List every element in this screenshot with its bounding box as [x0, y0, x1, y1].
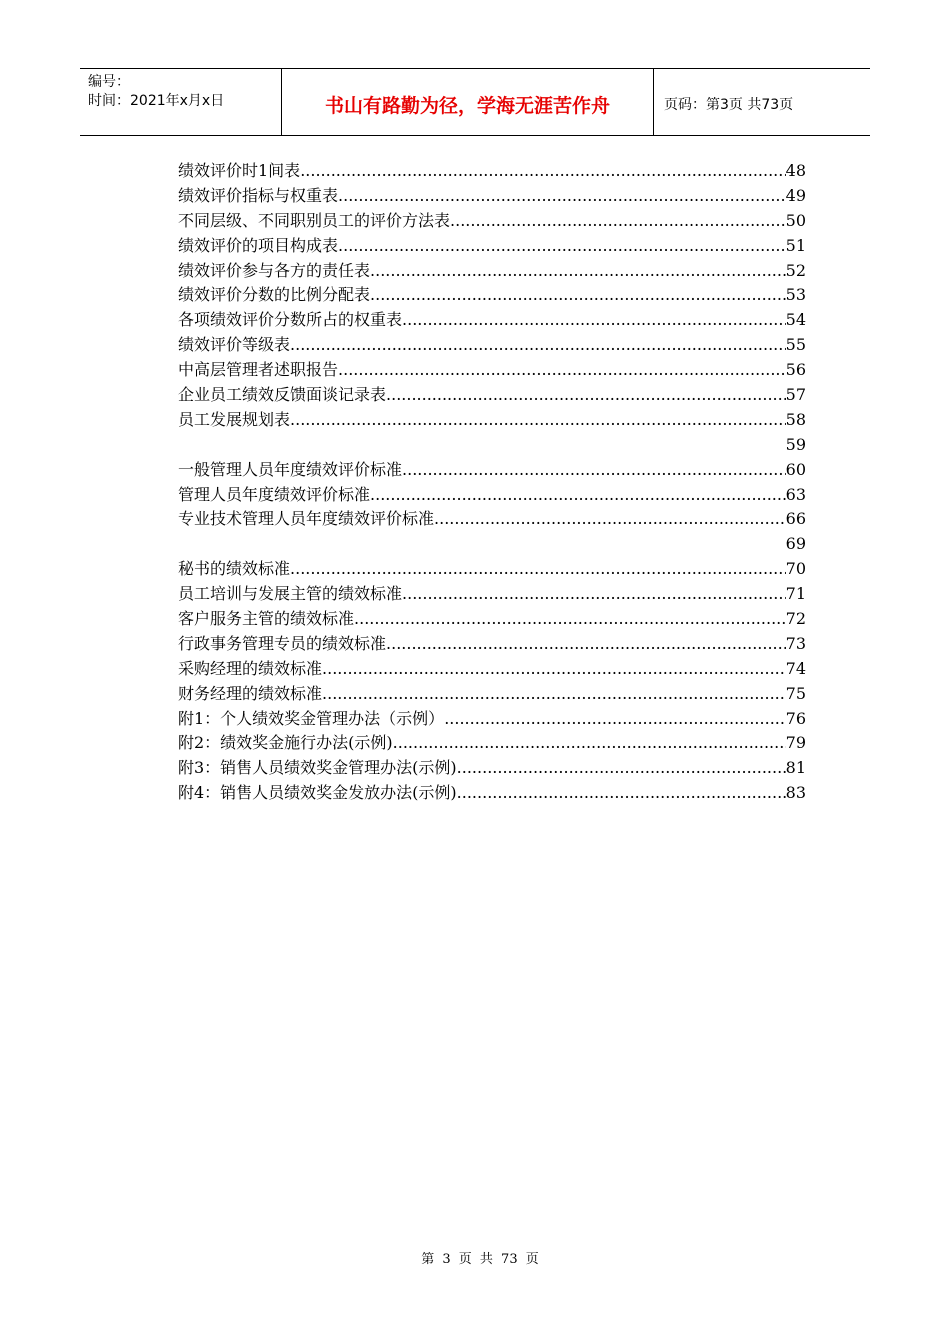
toc-entry-page: 83	[785, 783, 806, 803]
toc-entry[interactable]	[178, 582, 806, 607]
toc-entry-title: 企业员工绩效反馈面谈记录表	[178, 385, 387, 405]
toc-entry[interactable]	[178, 632, 806, 657]
toc-entry[interactable]	[178, 707, 806, 732]
toc-entry-page: 49	[785, 185, 806, 205]
toc-entry[interactable]	[178, 408, 806, 433]
toc-entry[interactable]	[178, 657, 806, 682]
toc-entry-page: 70	[785, 559, 806, 579]
toc-entry[interactable]	[178, 159, 806, 184]
toc-entry-page: 54	[785, 310, 806, 330]
toc-entry[interactable]	[178, 781, 806, 806]
toc-entry-title: 财务经理的绩效标准	[178, 683, 323, 703]
toc-leader-dots	[370, 259, 786, 284]
toc-leader-dots	[322, 657, 786, 682]
toc-leader-dots	[290, 333, 786, 358]
toc-leader-dots	[386, 383, 786, 408]
document-number-label: 编号：	[88, 74, 130, 90]
table-of-contents	[178, 159, 806, 806]
toc-leader-dots	[300, 159, 785, 184]
toc-entry[interactable]	[178, 308, 806, 333]
toc-entry-page: 50	[785, 210, 806, 230]
toc-entry-page: 52	[785, 260, 806, 280]
header-meta-cell	[80, 69, 282, 135]
toc-entry-title: 秘书的绩效标准	[178, 559, 291, 579]
toc-entry-page: 59	[785, 434, 806, 454]
toc-leader-dots	[322, 682, 786, 707]
toc-entry-page: 57	[785, 385, 806, 405]
toc-entry[interactable]	[178, 358, 806, 383]
toc-entry-page: 63	[785, 484, 806, 504]
toc-entry-title: 附4：销售人员绩效奖金发放办法(示例)	[178, 783, 457, 803]
toc-entry-title: 员工发展规划表	[178, 409, 291, 429]
toc-entry-page: 71	[785, 584, 806, 604]
header-page-info: 页码：第3页 共73页	[664, 97, 794, 113]
toc-entry[interactable]	[178, 731, 806, 756]
toc-leader-dots	[457, 756, 786, 781]
toc-entry[interactable]	[178, 532, 806, 557]
toc-entry-page: 55	[785, 335, 806, 355]
toc-entry-page: 81	[785, 758, 806, 778]
toc-leader-dots	[354, 607, 786, 632]
toc-entry-page: 73	[785, 633, 806, 653]
toc-entry-title: 绩效评价参与各方的责任表	[178, 260, 371, 280]
toc-entry-page: 56	[785, 360, 806, 380]
toc-entry[interactable]	[178, 507, 806, 532]
toc-leader-dots	[444, 707, 785, 732]
toc-leader-dots	[457, 781, 786, 806]
toc-leader-dots	[290, 557, 786, 582]
toc-entry[interactable]	[178, 184, 806, 209]
toc-entry-page: 53	[785, 285, 806, 305]
toc-entry[interactable]	[178, 433, 806, 458]
toc-entry[interactable]	[178, 209, 806, 234]
header-motto: 书山有路勤为径，学海无涯苦作舟	[324, 94, 610, 117]
toc-leader-dots	[338, 234, 786, 259]
toc-entry-title: 绩效评价指标与权重表	[178, 185, 339, 205]
toc-leader-dots	[370, 483, 786, 508]
toc-entry-title: 客户服务主管的绩效标准	[178, 609, 355, 629]
toc-leader-dots	[393, 731, 786, 756]
document-date: 时间：2021年x月x日	[88, 93, 225, 109]
toc-entry-title: 附1：个人绩效奖金管理办法（示例）	[178, 708, 445, 728]
toc-leader-dots	[402, 458, 786, 483]
toc-entry-title: 采购经理的绩效标准	[178, 658, 323, 678]
header-motto-cell	[282, 69, 654, 135]
toc-leader-dots	[338, 184, 786, 209]
toc-entry-page: 60	[785, 459, 806, 479]
toc-leader-dots	[370, 283, 786, 308]
toc-entry[interactable]	[178, 234, 806, 259]
toc-entry-page: 74	[785, 658, 806, 678]
toc-entry[interactable]	[178, 283, 806, 308]
page-header	[80, 68, 870, 136]
toc-entry-page: 51	[785, 235, 806, 255]
toc-entry[interactable]	[178, 458, 806, 483]
toc-entry-title: 绩效评价分数的比例分配表	[178, 285, 371, 305]
header-page-cell	[654, 69, 870, 135]
toc-leader-dots	[402, 582, 786, 607]
toc-entry-title: 管理人员年度绩效评价标准	[178, 484, 371, 504]
toc-entry[interactable]	[178, 259, 806, 284]
toc-leader-dots	[338, 358, 786, 383]
toc-entry-title: 附3：销售人员绩效奖金管理办法(示例)	[178, 758, 457, 778]
toc-entry-page: 72	[785, 609, 806, 629]
toc-leader-dots	[290, 408, 786, 433]
toc-entry-page: 76	[785, 708, 806, 728]
footer-page-number: 第 3 页 共 73 页	[421, 1252, 539, 1267]
toc-leader-dots	[434, 507, 786, 532]
toc-entry-title: 中高层管理者述职报告	[178, 360, 339, 380]
toc-entry[interactable]	[178, 557, 806, 582]
toc-leader-dots	[402, 308, 786, 333]
toc-entry[interactable]	[178, 756, 806, 781]
toc-entry-page: 79	[785, 733, 806, 753]
toc-entry-page: 75	[785, 683, 806, 703]
toc-entry-title: 各项绩效评价分数所占的权重表	[178, 310, 403, 330]
toc-entry-title: 专业技术管理人员年度绩效评价标准	[178, 509, 435, 529]
toc-entry-title: 绩效评价等级表	[178, 335, 291, 355]
toc-entry-title: 行政事务管理专员的绩效标准	[178, 633, 387, 653]
toc-entry-title: 绩效评价时1间表	[178, 161, 301, 180]
toc-entry-page: 69	[785, 534, 806, 554]
toc-entry[interactable]	[178, 383, 806, 408]
page-footer	[0, 1248, 950, 1267]
toc-entry-page: 66	[785, 509, 806, 529]
toc-entry-title: 附2：绩效奖金施行办法(示例)	[178, 733, 393, 753]
toc-entry-page: 48	[785, 161, 806, 180]
toc-entry[interactable]	[178, 483, 806, 508]
toc-entry-page: 58	[785, 409, 806, 429]
toc-entry[interactable]	[178, 682, 806, 707]
toc-entry-title: 绩效评价的项目构成表	[178, 235, 339, 255]
toc-entry[interactable]	[178, 607, 806, 632]
toc-leader-dots	[450, 209, 786, 234]
toc-entry-title: 员工培训与发展主管的绩效标准	[178, 584, 403, 604]
toc-entry-title: 一般管理人员年度绩效评价标准	[178, 459, 403, 479]
toc-entry-title: 不同层级、不同职别员工的评价方法表	[178, 210, 451, 230]
toc-entry[interactable]	[178, 333, 806, 358]
toc-leader-dots	[386, 632, 786, 657]
